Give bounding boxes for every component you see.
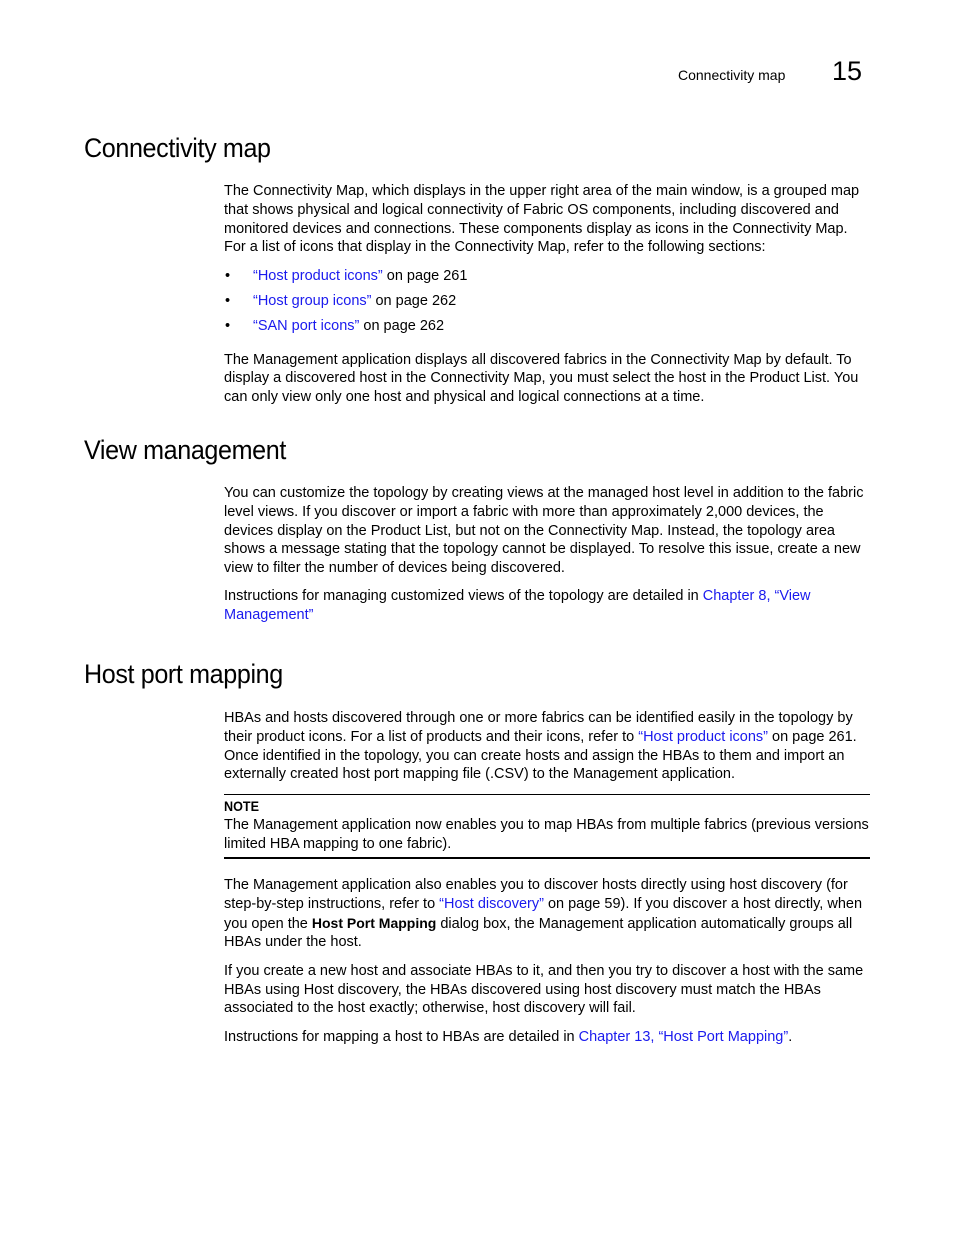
view-management-paragraph: You can customize the topology by creating views at the managed host level in addition to the fabric level views. If you discover or import a fabric with more than approximately 2,000 devices, the devices display on the Product List, but not on the Connectivity Map. Instead, the topology area shows a message stating that the topology cannot be displayed. To resolve this issue, create a new view to filter the number of devices being discovered.	[224, 485, 864, 577]
icon-section-list	[224, 267, 870, 342]
paragraph-text: The Management application also enables you to discover hosts directly using host discovery (for step-by-step instructions, refer to	[224, 877, 848, 912]
paragraph-text: on page 261. Once identified in the topology, you can create hosts and assign the HBAs to them and import an externally created host port mapping file (.CSV) to the Management application.	[224, 728, 857, 783]
paragraph-text: Instructions for mapping a host to HBAs are detailed in	[224, 1028, 579, 1045]
note-label: NOTE	[224, 797, 260, 814]
note-text: The Management application now enables you to map HBAs from multiple fabrics (previous versions limited HBA mapping to one fabric).	[224, 817, 869, 853]
connectivity-map-intro: The Connectivity Map, which displays in the upper right area of the main window, is a grouped map that shows physical and logical connectivity of Fabric OS components, including discovered and monitored devices and connections. These components display as icons in the Connectivity Map. For a list of icons that display in the Connectivity Map, refer to the following sections:	[224, 183, 860, 256]
view-management-body	[224, 484, 870, 635]
bullet-icon: •	[225, 292, 231, 309]
paragraph-text: HBAs and hosts discovered through one or more fabrics can be identified easily in the topology by their product icons. For a list of products and their icons, refer to	[224, 710, 853, 745]
link-host-product-icons-inline[interactable]: “Host product icons”	[638, 728, 768, 745]
host-port-mapping-instructions	[224, 1028, 870, 1047]
page-ref: on page 261	[382, 267, 468, 284]
instructions-text: Instructions for managing customized views of the topology are detailed in	[224, 588, 703, 605]
link-host-group-icons[interactable]: “Host group icons”	[253, 292, 372, 309]
host-port-mapping-body	[224, 709, 870, 1056]
list-item	[224, 292, 870, 317]
connectivity-map-closing: The Management application displays all discovered fabrics in the Connectivity Map by default. To display a discovered host in the Connectivity Map, you must select the host in the Product List. You can only view only one host and physical and logical connections at a time.	[224, 351, 859, 406]
paragraph-text: .	[788, 1028, 793, 1045]
bullet-icon: •	[225, 317, 231, 334]
link-host-product-icons[interactable]: “Host product icons”	[253, 267, 383, 284]
chapter-number: 15	[832, 56, 863, 86]
list-item	[224, 317, 870, 342]
link-san-port-icons[interactable]: “SAN port icons”	[253, 317, 360, 334]
bullet-icon: •	[225, 267, 231, 284]
list-item	[224, 267, 870, 292]
host-port-mapping-paragraph-1	[224, 709, 870, 784]
link-chapter-8[interactable]: Chapter 8, “View Management”	[224, 588, 811, 624]
paragraph-text: dialog box, the Management application automatically groups all HBAs under the host.	[224, 915, 853, 951]
link-chapter-13[interactable]: Chapter 13, “Host Port Mapping”	[578, 1028, 789, 1045]
connectivity-map-body	[224, 182, 870, 417]
heading-connectivity-map: Connectivity map	[84, 133, 271, 163]
note-box	[224, 794, 870, 859]
view-management-instructions	[224, 587, 870, 625]
host-port-mapping-paragraph-2	[224, 876, 870, 952]
heading-view-management: View management	[84, 435, 286, 465]
running-header	[0, 58, 954, 98]
link-host-discovery[interactable]: “Host discovery”	[439, 895, 544, 912]
page-ref: on page 262	[371, 292, 457, 309]
heading-host-port-mapping: Host port mapping	[84, 659, 283, 689]
paragraph-text: on page 59). If you discover a host directly, when you open the	[224, 895, 863, 932]
ui-term-host-port-mapping: Host Port Mapping	[311, 914, 437, 931]
running-header-title: Connectivity map	[678, 67, 786, 83]
page-ref: on page 262	[359, 317, 445, 334]
host-port-mapping-paragraph-3: If you create a new host and associate HBAs to it, and then you try to discover a host with the same HBAs using Host discovery, the HBAs discovered using host discovery must match the HBAs associated to the host exactly; otherwise, host discovery will fail.	[224, 962, 864, 1017]
